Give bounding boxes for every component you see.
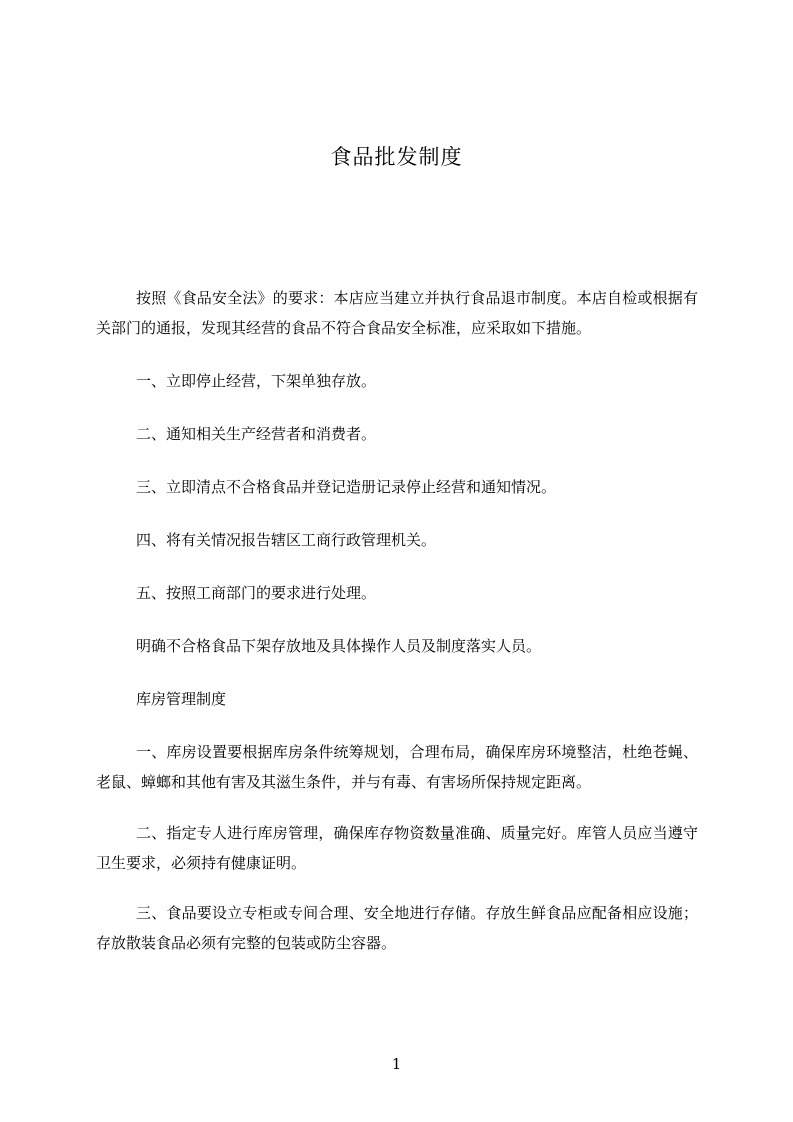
warehouse-rule-2: 二、指定专人进行库房管理，确保库存物资数量准确、质量完好。库管人员应当遵守卫生要求，必须持有健康证明。 <box>96 824 698 872</box>
measure-item-2: 二、通知相关生产经营者和消费者。 <box>136 425 377 443</box>
page-number: 1 <box>391 1055 402 1073</box>
intro-paragraph: 按照《食品安全法》的要求：本店应当建立并执行食品退市制度。本店自检或根据有关部门的通报，发现其经营的食品不符合食品安全标准，应采取如下措施。 <box>96 289 698 337</box>
measure-item-3: 三、立即清点不合格食品并登记造册记录停止经营和通知情况。 <box>136 478 557 496</box>
measure-item-5: 五、按照工商部门的要求进行处理。 <box>136 584 377 602</box>
warehouse-rule-1: 一、库房设置要根据库房条件统筹规划，合理布局，确保库房环境整洁，杜绝苍蝇、老鼠、蟑螂和其他有害及其滋生条件，并与有毒、有害场所保持规定距离。 <box>96 743 698 791</box>
section-heading-warehouse: 库房管理制度 <box>136 690 227 708</box>
measure-item-4: 四、将有关情况报告辖区工商行政管理机关。 <box>136 531 437 549</box>
document-title: 食品批发制度 <box>330 145 463 169</box>
responsibility-paragraph: 明确不合格食品下架存放地及具体操作人员及制度落实人员。 <box>136 637 542 655</box>
measure-item-1: 一、立即停止经营，下架单独存放。 <box>136 372 377 390</box>
warehouse-rule-3: 三、食品要设立专柜或专间合理、安全地进行存储。存放生鲜食品应配备相应设施；存放散装食品必须有完整的包装或防尘容器。 <box>96 904 698 952</box>
